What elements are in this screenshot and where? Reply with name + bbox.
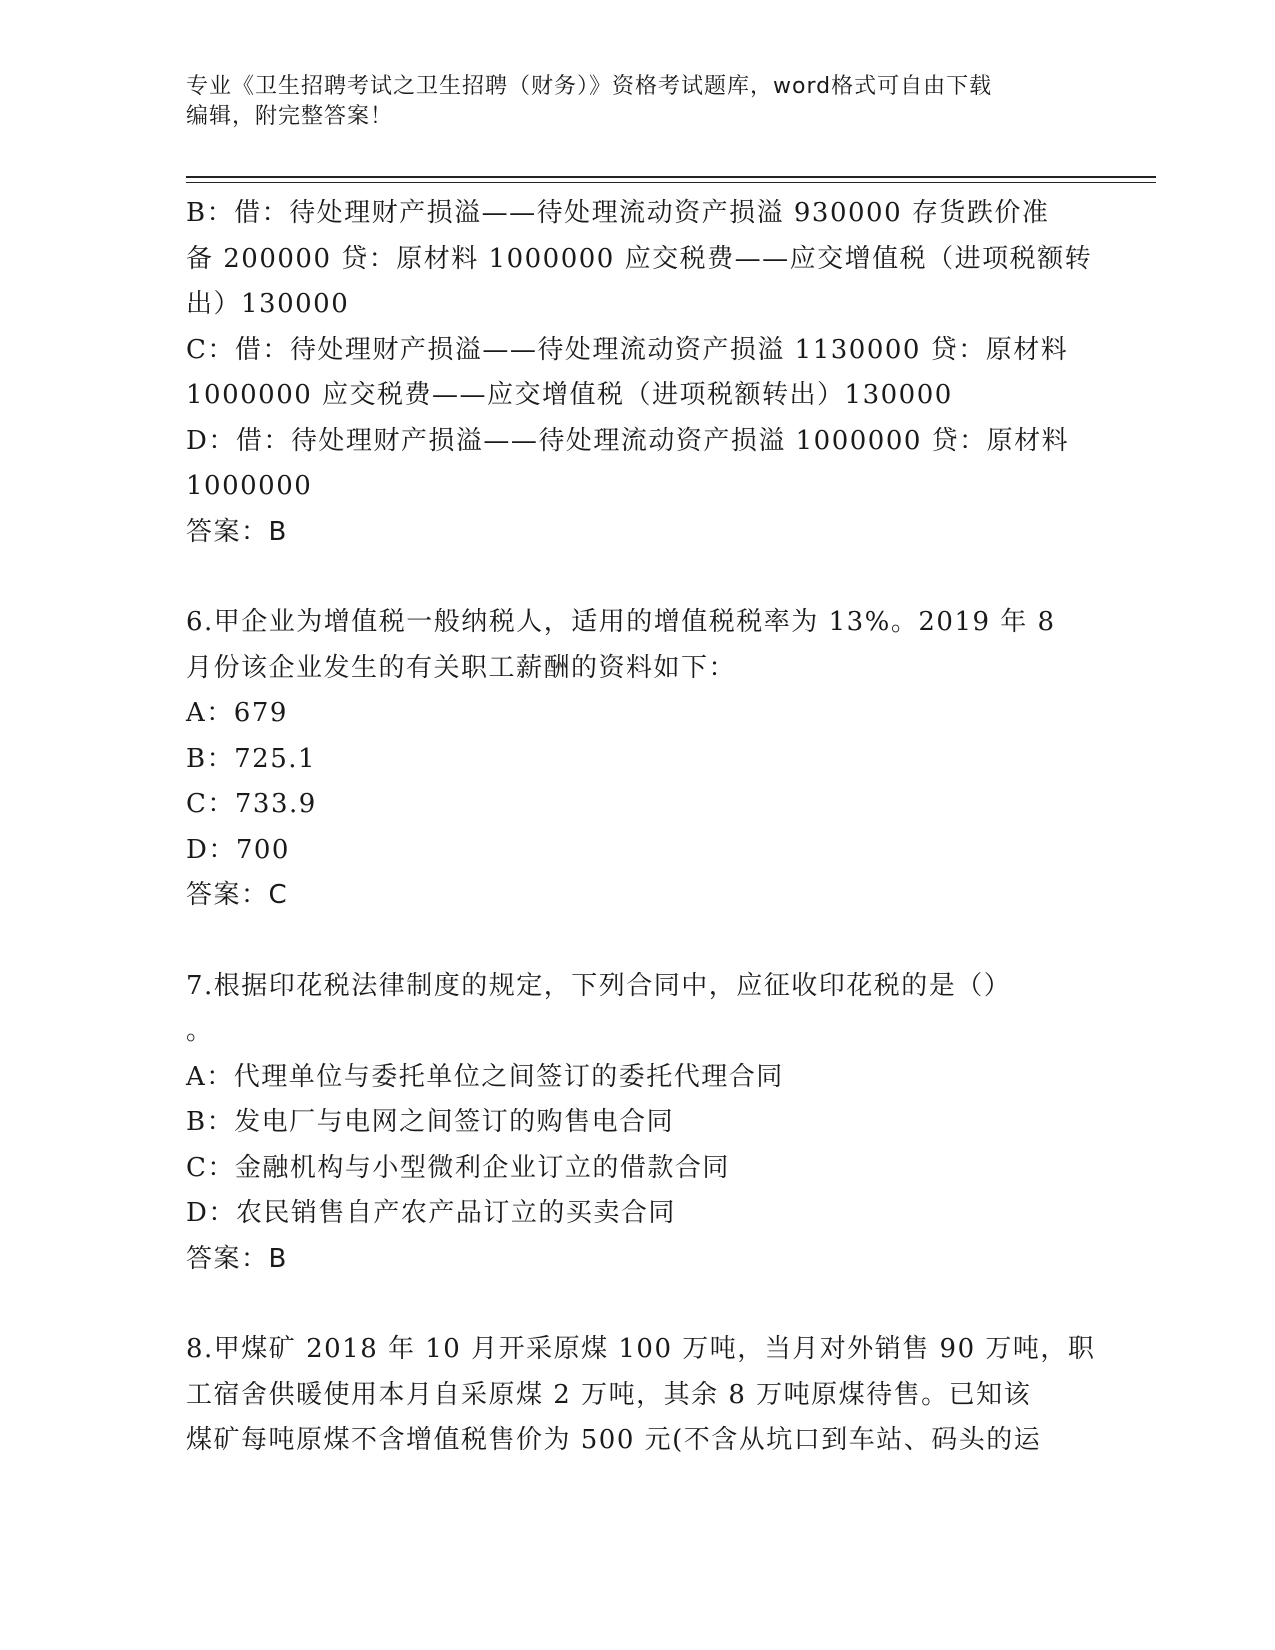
spacer [186, 1282, 1066, 1327]
q6-answer: 答案：C [186, 880, 289, 910]
q5-option-d-line-1: D：借：待处理财产损溢——待处理流动资产损溢 1000000 贷：原材料 [186, 425, 1070, 456]
spacer [186, 919, 1066, 964]
q8-stem-line-1: 8.甲煤矿 2018 年 10 月开采原煤 100 万吨，当月对外销售 90 万吨，职 [186, 1334, 1096, 1364]
q7-stem-line-2: 。 [186, 1016, 214, 1046]
q5-option-b-line-2: 备 200000 贷：原材料 1000000 应交税费——应交增值税（进项税额转 [186, 243, 1093, 274]
q5-answer: 答案：B [186, 516, 288, 547]
header-rule-thin [186, 182, 1156, 183]
q5-option-c-line-1: C：借：待处理财产损溢——待处理流动资产损溢 1130000 贷：原材料 [186, 334, 1069, 365]
header-rule-thick [186, 176, 1156, 178]
q5-option-b-line-3: 出）130000 [186, 289, 350, 319]
q5-option-b-line-1: B：借：待处理财产损溢——待处理流动资产损溢 930000 存货跌价准 [186, 198, 1050, 228]
q6-option-d: D：700 [186, 834, 290, 865]
header-line-2: 编辑，附完整答案！ [186, 104, 394, 129]
q6-stem-line-2: 月份该企业发生的有关职工薪酬的资料如下： [186, 652, 737, 683]
q7-stem-line-1: 7.根据印花税法律制度的规定，下列合同中，应征收印花税的是（） [186, 970, 1012, 1001]
q7-answer: 答案：B [186, 1243, 288, 1274]
q5-option-d-line-2: 1000000 [186, 471, 313, 501]
spacer [186, 555, 1066, 600]
q8-stem-line-3: 煤矿每吨原煤不含增值税售价为 500 元(不含从坑口到车站、码头的运 [186, 1425, 1042, 1455]
q6-option-a: A：679 [186, 698, 288, 728]
q5-option-c-line-2: 1000000 应交税费——应交增值税（进项税额转出）130000 [186, 380, 953, 410]
document-header [186, 72, 1086, 132]
q6-stem-line-1: 6.甲企业为增值税一般纳税人，适用的增值税税率为 13%。2019 年 8 [186, 607, 1056, 637]
header-line-1: 专业《卫生招聘考试之卫生招聘（财务）》资格考试题库，word格式可自由下载 [186, 74, 993, 99]
q7-option-b: B：发电厂与电网之间签订的购售电合同 [186, 1107, 675, 1137]
q7-option-a: A：代理单位与委托单位之间签订的委托代理合同 [186, 1061, 784, 1092]
q6-option-c: C：733.9 [186, 789, 317, 819]
q7-option-c: C：金融机构与小型微利企业订立的借款合同 [186, 1152, 730, 1183]
q8-stem-line-2: 工宿舍供暖使用本月自采原煤 2 万吨，其余 8 万吨原煤待售。已知该 [186, 1379, 1032, 1410]
q6-option-b: B：725.1 [186, 743, 317, 774]
q7-option-d: D：农民销售自产农产品订立的买卖合同 [186, 1198, 676, 1228]
question-content [186, 191, 1096, 1464]
